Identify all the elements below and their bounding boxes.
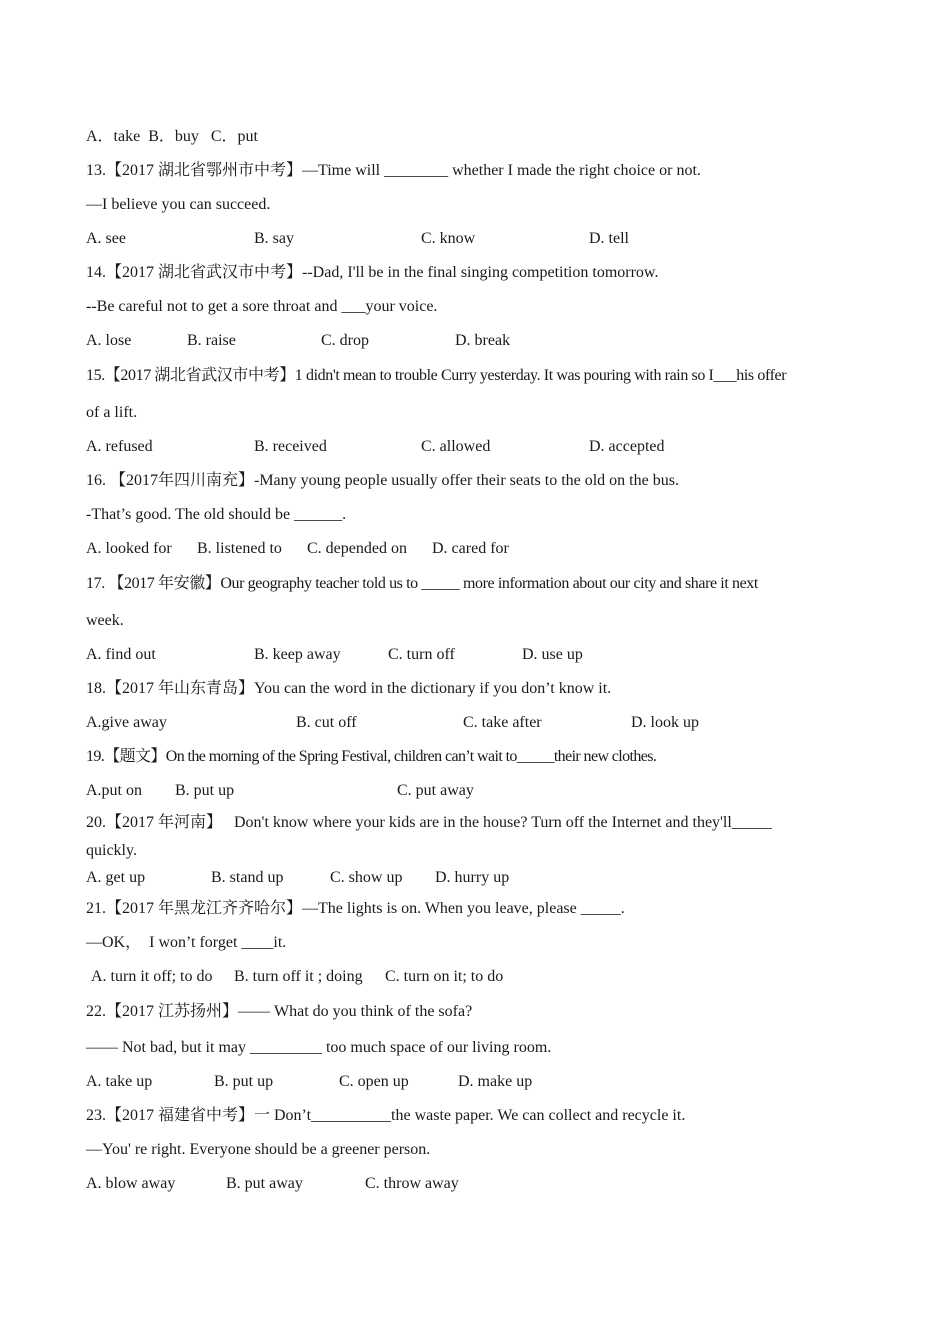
- q23-reply: —You' re right. Everyone should be a greener person.: [86, 1141, 431, 1158]
- q23-option-a: A. blow away: [86, 1175, 176, 1192]
- q13-reply: —I believe you can succeed.: [86, 196, 271, 213]
- q16-option-d: D. cared for: [432, 540, 509, 557]
- q18-option-c: C. take after: [463, 714, 542, 731]
- q14-stem: 14.【2017 湖北省武汉市中考】--Dad, I'll be in the final singing competition tomorrow.: [86, 264, 659, 281]
- q14-option-c: C. drop: [321, 332, 369, 349]
- q19-stem: 19.【题文】On the morning of the Spring Festival, children can’t wait to_____their new clothes.: [86, 748, 657, 765]
- q20-option-a: A. get up: [86, 869, 146, 886]
- q21-reply: —OK， I won’t forget ____it.: [86, 934, 287, 951]
- q13-option-d: D. tell: [589, 230, 629, 247]
- q14-reply: --Be careful not to get a sore throat and ___your voice.: [86, 298, 438, 315]
- q22-option-d: D. make up: [458, 1073, 533, 1090]
- q16-option-a: A. looked for: [86, 540, 172, 557]
- q20-option-b: B. stand up: [211, 869, 284, 886]
- q14-option-a: A. lose: [86, 332, 132, 349]
- q20-option-d: D. hurry up: [435, 869, 510, 886]
- q12-options: A．take B．buy C．put: [86, 128, 258, 145]
- q19-option-b: B. put up: [175, 782, 235, 799]
- q13-option-c: C. know: [421, 230, 476, 247]
- q17-stem-continued: week.: [86, 612, 124, 629]
- q16-option-c: C. depended on: [307, 540, 407, 557]
- q19-option-a: A.put on: [86, 782, 142, 799]
- q14-option-d: D. break: [455, 332, 511, 349]
- q19-option-c: C. put away: [397, 782, 474, 799]
- q18-option-b: B. cut off: [296, 714, 357, 731]
- q15-option-d: D. accepted: [589, 438, 665, 455]
- q17-option-d: D. use up: [522, 646, 583, 663]
- q21-option-b: B. turn off it ; doing: [234, 968, 363, 985]
- q17-stem: 17. 【2017 年安徽】Our geography teacher told us to _____ more information about our city and share it next: [86, 575, 758, 592]
- q13-option-b: B. say: [254, 230, 294, 247]
- q20-stem-continued: quickly.: [86, 842, 137, 859]
- q17-option-a: A. find out: [86, 646, 156, 663]
- q21-option-a: A. turn it off; to do: [91, 968, 213, 985]
- q16-stem: 16. 【2017年四川南充】-Many young people usually offer their seats to the old on the bus.: [86, 472, 679, 489]
- q15-stem: 15.【2017 湖北省武汉市中考】1 didn't mean to trouble Curry yesterday. It was pouring with rain so I___his offer: [86, 367, 787, 384]
- q15-option-b: B. received: [254, 438, 327, 455]
- q22-stem: 22.【2017 江苏扬州】—— What do you think of the sofa?: [86, 1003, 473, 1020]
- q20-option-c: C. show up: [330, 869, 403, 886]
- q15-option-a: A. refused: [86, 438, 153, 455]
- q18-stem: 18.【2017 年山东青岛】You can the word in the dictionary if you don’t know it.: [86, 680, 612, 697]
- q14-option-b: B. raise: [187, 332, 236, 349]
- q13-stem: 13.【2017 湖北省鄂州市中考】—Time will ________ whether I made the right choice or not.: [86, 162, 701, 179]
- q15-stem-continued: of a lift.: [86, 404, 138, 421]
- q18-option-a: A.give away: [86, 714, 167, 731]
- q16-option-b: B. listened to: [197, 540, 282, 557]
- q17-option-c: C. turn off: [388, 646, 455, 663]
- q17-option-b: B. keep away: [254, 646, 341, 663]
- q23-option-c: C. throw away: [365, 1175, 459, 1192]
- q21-option-c: C. turn on it; to do: [385, 968, 504, 985]
- q20-stem: 20.【2017 年河南】 Don't know where your kids are in the house? Turn off the Internet and they'll_____: [86, 814, 772, 831]
- q22-reply: —— Not bad, but it may _________ too much space of our living room.: [86, 1039, 552, 1056]
- q22-option-b: B. put up: [214, 1073, 274, 1090]
- q23-option-b: B. put away: [226, 1175, 303, 1192]
- q21-stem: 21.【2017 年黑龙江齐齐哈尔】—The lights is on. When you leave, please _____.: [86, 900, 625, 917]
- q16-reply: -That’s good. The old should be ______.: [86, 506, 347, 523]
- q13-option-a: A. see: [86, 230, 126, 247]
- q22-option-c: C. open up: [339, 1073, 409, 1090]
- q15-option-c: C. allowed: [421, 438, 491, 455]
- q22-option-a: A. take up: [86, 1073, 153, 1090]
- q18-option-d: D. look up: [631, 714, 699, 731]
- q23-stem: 23.【2017 福建省中考】一 Don’t__________the waste paper. We can collect and recycle it.: [86, 1107, 686, 1124]
